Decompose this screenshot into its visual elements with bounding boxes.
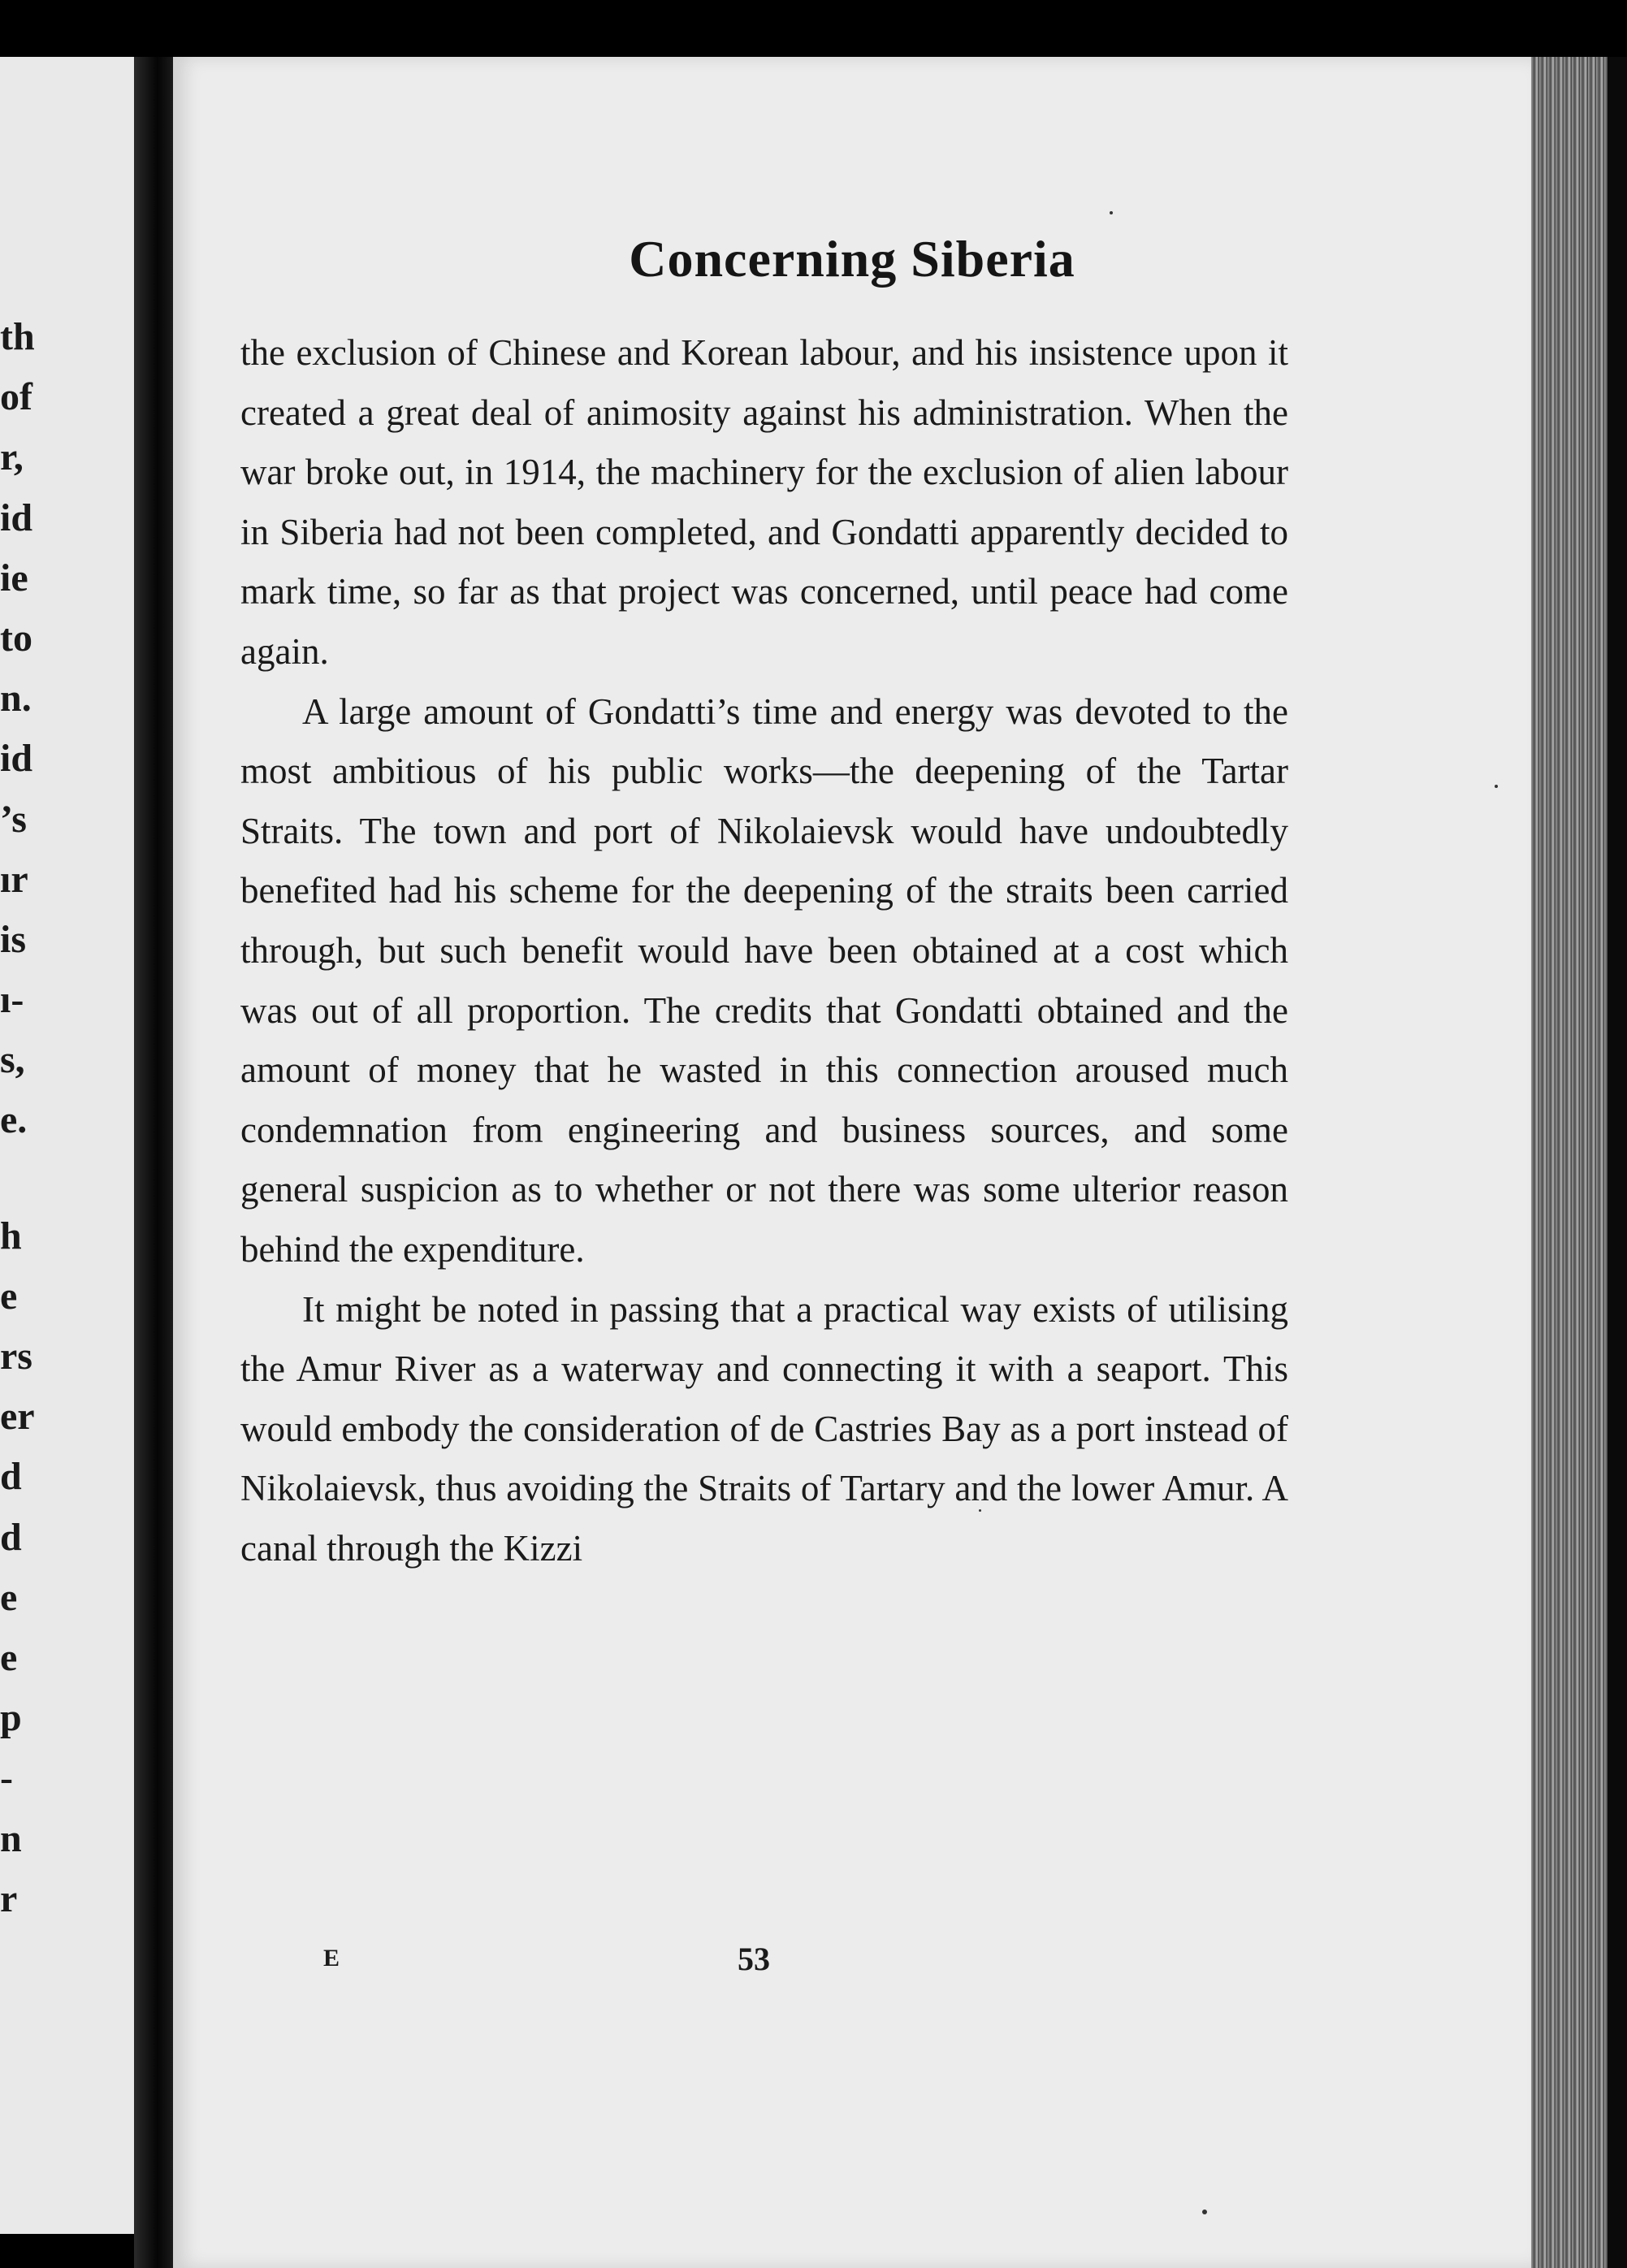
paragraph: A large amount of Gondatti’s time and energy was devoted to the most ambitious of his public works—the deepening of the Tartar Straits. The town and port of Nikolaievsk would have undoubtedly benefited had his scheme for the deepening of the straits been carried through, but such benefit would have been obtained at a cost which was out of all proportion. The credits that Gondatti obtained and the amount of money that he wasted in this connection aroused much condemnation from engineering and business sources, and some general suspicion as to whether or not there was some ulterior reason behind the expenditure. <box>240 690 1288 1270</box>
paper-speck <box>1495 785 1498 788</box>
facing-page-fragment: to <box>0 616 32 660</box>
page-number: 53 <box>738 1941 770 1977</box>
page-stack-edge <box>1531 57 1627 2268</box>
facing-page-fragment: th <box>0 315 35 358</box>
facing-page-fragment: id <box>0 737 33 781</box>
facing-page-fragment: e <box>0 1575 18 1619</box>
facing-page-fragment: of <box>0 375 32 419</box>
facing-page-fragment: er <box>0 1395 35 1439</box>
body-text <box>240 323 1288 1578</box>
facing-page-fragment: rs <box>0 1335 32 1378</box>
facing-page-fragment: s, <box>0 1038 25 1082</box>
book-gutter <box>134 57 173 2268</box>
paper-speck <box>1202 2210 1207 2214</box>
facing-page-fragment: id <box>0 496 33 539</box>
facing-page-fragment: e <box>0 1274 18 1318</box>
facing-page-fragment: r <box>0 1876 18 1920</box>
facing-page-fragment: is <box>0 917 27 961</box>
facing-page-text-fragments <box>0 307 35 1929</box>
paper-speck <box>979 1509 981 1512</box>
paragraph: the exclusion of Chinese and Korean labour, and his insistence upon it created a great deal of animosity against his administration. When the war broke out, in 1914, the machinery for the exclusion of alien labour in Siberia had not been completed, and Gondatti apparently decided to mark time, so far as that project was concerned, until peace had come again. <box>240 332 1288 672</box>
facing-page-fragment: e <box>0 1635 18 1679</box>
facing-page-fragment: ’s <box>0 797 27 841</box>
facing-page-fragment: d <box>0 1455 22 1499</box>
facing-page-fragment: n. <box>0 677 32 721</box>
facing-page-fragment: p <box>0 1696 22 1740</box>
facing-page-fragment: ır <box>0 857 28 901</box>
facing-page-fragment: e. <box>0 1098 28 1142</box>
facing-page-fragment: ı- <box>0 978 24 1022</box>
facing-page-fragment: n <box>0 1816 22 1860</box>
facing-page-fragment: - <box>0 1756 13 1800</box>
facing-page-fragment: d <box>0 1515 22 1559</box>
paper-speck <box>1110 211 1113 214</box>
facing-page-fragment: r, <box>0 435 24 479</box>
facing-page-fragment: h <box>0 1214 22 1257</box>
signature-mark: E <box>323 1945 340 1972</box>
running-head: Concerning Siberia <box>629 230 1075 288</box>
facing-page-fragment: ie <box>0 556 28 599</box>
paragraph: It might be noted in passing that a practical way exists of utilising the Amur River as a waterway and connecting it with a seaport. This would embody the consideration of de Castries Bay as a port instead of Nikolaievsk, thus avoiding the Straits of Tartary and the lower Amur. A canal through the Kizzi <box>240 1288 1288 1569</box>
